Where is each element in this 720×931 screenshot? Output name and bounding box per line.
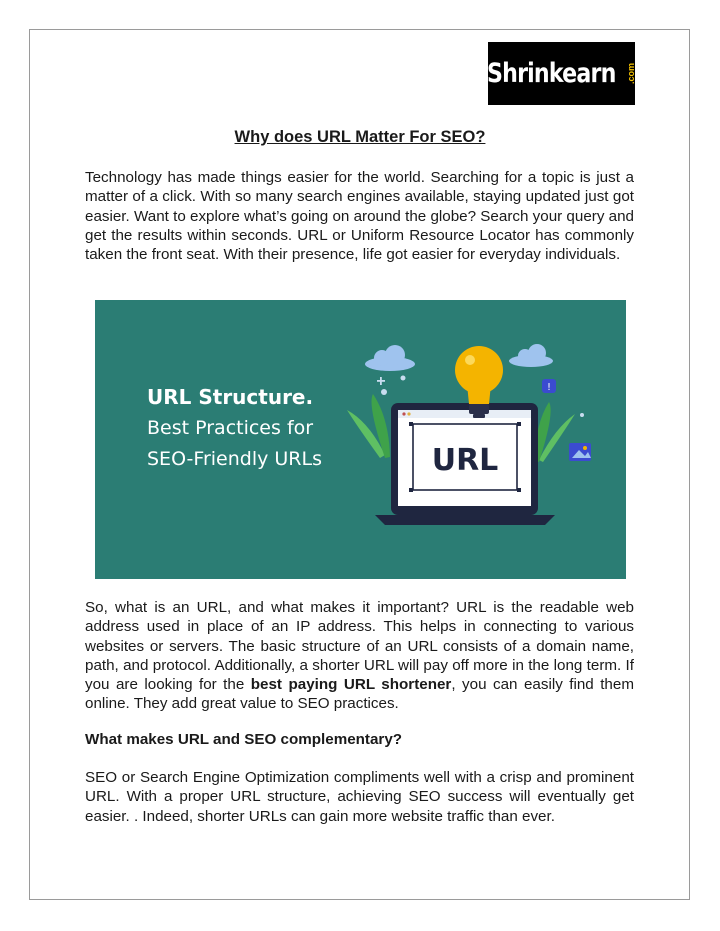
section-subheading: What makes URL and SEO complementary? bbox=[85, 731, 403, 748]
best-paying-url-shortener-text: best paying URL shortener bbox=[250, 676, 452, 694]
url-explanation-paragraph bbox=[85, 598, 634, 714]
laptop-url-text: URL bbox=[431, 443, 499, 478]
banner-line-3: SEO-Friendly URLs bbox=[147, 448, 322, 470]
logo-brand-text: Shrinkearn bbox=[487, 58, 616, 89]
page-title: Why does URL Matter For SEO? bbox=[234, 128, 486, 146]
banner-line-1: URL Structure. bbox=[147, 385, 314, 409]
paragraph2-text-after: , you can easily find them online. They add great value to SEO practices. bbox=[85, 676, 634, 713]
banner-headline bbox=[147, 382, 322, 475]
url-structure-banner bbox=[95, 300, 626, 579]
paragraph2-text-before: So, what is an URL, and what makes it important? URL is the readable web address used in place of an IP address. This helps in connecting to various websites or servers. The basic structure of an URL consists of a domain name, path, and protocol. Additionally, a shorter URL will pay off more in the long term. If you are looking for the bbox=[85, 599, 634, 694]
intro-paragraph: Technology has made things easier for the world. Searching for a topic is just a matter of a click. With so many search engines available, staying updated just got easier. Want to explore what’s going on around the globe? Search your query and get the results within seconds. URL or Uniform Resource Locator has commonly taken the front seat. With their presence, life got easier for everyday individuals. bbox=[85, 169, 634, 264]
seo-paragraph: SEO or Search Engine Optimization compliments well with a crisp and prominent URL. With a proper URL structure, achieving SEO success will eventually get easier. . Indeed, shorter URLs can gain more website traffic than ever. bbox=[85, 769, 634, 825]
svg-text:!: ! bbox=[546, 382, 552, 393]
shrinkearn-logo[interactable] bbox=[488, 42, 635, 105]
logo-tld-text: .com bbox=[625, 62, 636, 84]
banner-line-2: Best Practices for bbox=[147, 417, 314, 439]
